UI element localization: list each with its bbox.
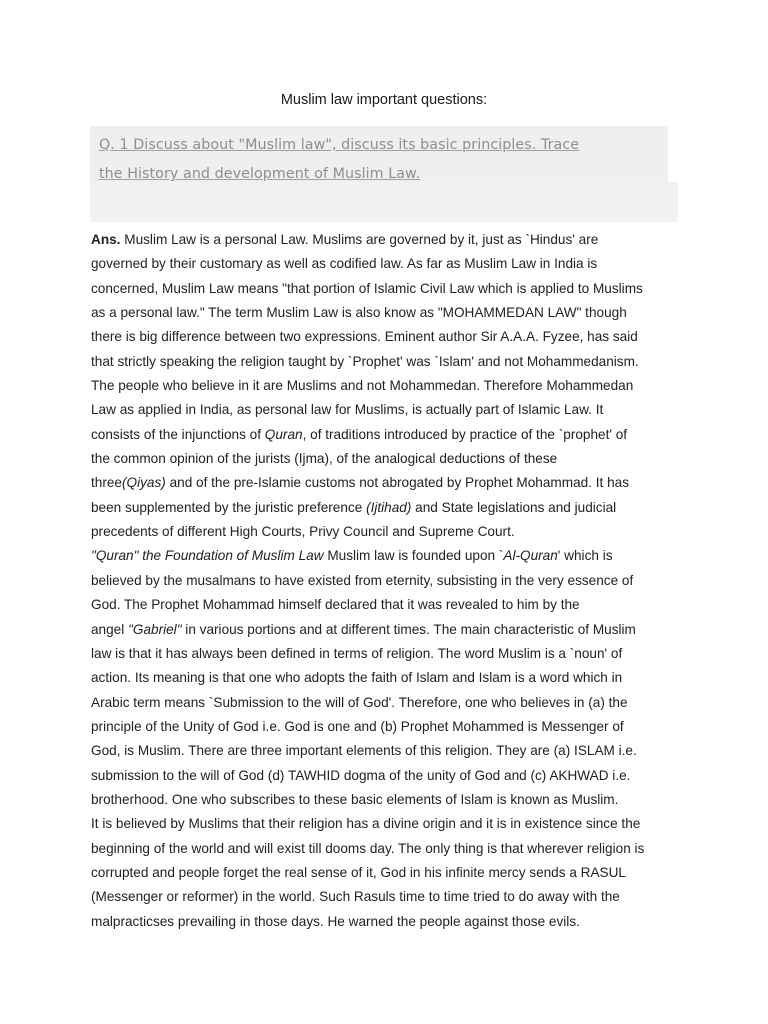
text-line: Arabic term means `Submission to the will of God'. Therefore, one who believes in (a) the: [91, 694, 628, 710]
text-line: (Messenger or reformer) in the world. Such Rasuls time to time tried to do away with the: [91, 889, 620, 905]
text-line: the common opinion of the jurists (Ijma), of the analogical deductions of these: [91, 451, 558, 467]
text-line: God. The Prophet Mohammad himself declared that it was revealed to him by the: [91, 597, 580, 613]
text-line: believed by the musalmans to have existed from eternity, subsisting in the very essence of: [91, 572, 634, 588]
text-line: consists of the injunctions of Quran, of traditions introduced by practice of the `prophet' of: [91, 426, 628, 442]
text-line: there is big difference between two expressions. Eminent author Sir A.A.A. Fyzee, has said: [91, 329, 638, 345]
text-line: law is that it has always been defined in terms of religion. The word Muslim is a `noun' of: [91, 645, 623, 661]
text-line: corrupted and people forget the real sense of it, God in his infinite mercy sends a RASUL: [91, 864, 626, 880]
text-line: It is believed by Muslims that their religion has a divine origin and it is in existence since the: [91, 816, 641, 832]
text-line: principle of the Unity of God i.e. God is one and (b) Prophet Mohammed is Messenger of: [91, 718, 624, 734]
text-line: three(Qiyas) and of the pre-Islamie customs not abrogated by Prophet Mohammad. It has: [91, 475, 629, 491]
text-line: brotherhood. One who subscribes to these basic elements of Islam is known as Muslim.: [91, 791, 619, 807]
text-line: beginning of the world and will exist till dooms day. The only thing is that wherever religion is: [91, 840, 645, 856]
text-line: Law as applied in India, as personal law for Muslims, is actually part of Islamic Law. It: [91, 402, 604, 418]
question-line: the History and development of Muslim Law.: [99, 166, 421, 182]
document-title: Muslim law important questions:: [280, 92, 488, 108]
text-line: angel "Gabriel" in various portions and at different times. The main characteristic of Muslim: [91, 621, 636, 637]
text-line: precedents of different High Courts, Privy Council and Supreme Court.: [91, 524, 515, 540]
text-line: God, is Muslim. There are three important elements of this religion. They are (a) ISLAM i.e.: [91, 743, 637, 759]
text-line: Ans. Muslim Law is a personal Law. Muslims are governed by it, just as `Hindus' are: [91, 232, 599, 247]
section-subheading: "Quran" the Foundation of Muslim Law: [91, 548, 324, 564]
text-line: concerned, Muslim Law means "that portion of Islamic Civil Law which is applied to Muslims: [91, 280, 643, 296]
text-line: The people who believe in it are Muslims and not Mohammedan. Therefore Mohammedan: [91, 378, 634, 394]
answer-body: [91, 228, 683, 934]
text-line: been supplemented by the juristic preference (Ijtihad) and State legislations and judicial: [91, 499, 617, 515]
text-line: action. Its meaning is that one who adopts the faith of Islam and Islam is a word which in: [91, 670, 623, 686]
text-line: as a personal law." The term Muslim Law is also know as "MOHAMMEDAN LAW" though: [91, 305, 627, 321]
text-line: governed by their customary as well as codified law. As far as Muslim Law in India is: [91, 256, 598, 272]
question-heading: [99, 131, 669, 189]
answer-label: Ans.: [91, 232, 121, 247]
text-line: that strictly speaking the religion taught by `Prophet' was `Islam' and not Mohammedanism.: [91, 353, 639, 369]
text-line: submission to the will of God (d) TAWHID dogma of the unity of God and (c) AKHWAD i.e.: [91, 767, 631, 783]
text-line: "Quran" the Foundation of Muslim Law Muslim law is founded upon `Al-Quran' which is: [91, 548, 613, 564]
text-line: malpracticses prevailing in those days. He warned the people against those evils.: [91, 913, 580, 929]
question-line: Q. 1 Discuss about "Muslim law", discuss its basic principles. Trace: [99, 137, 580, 153]
